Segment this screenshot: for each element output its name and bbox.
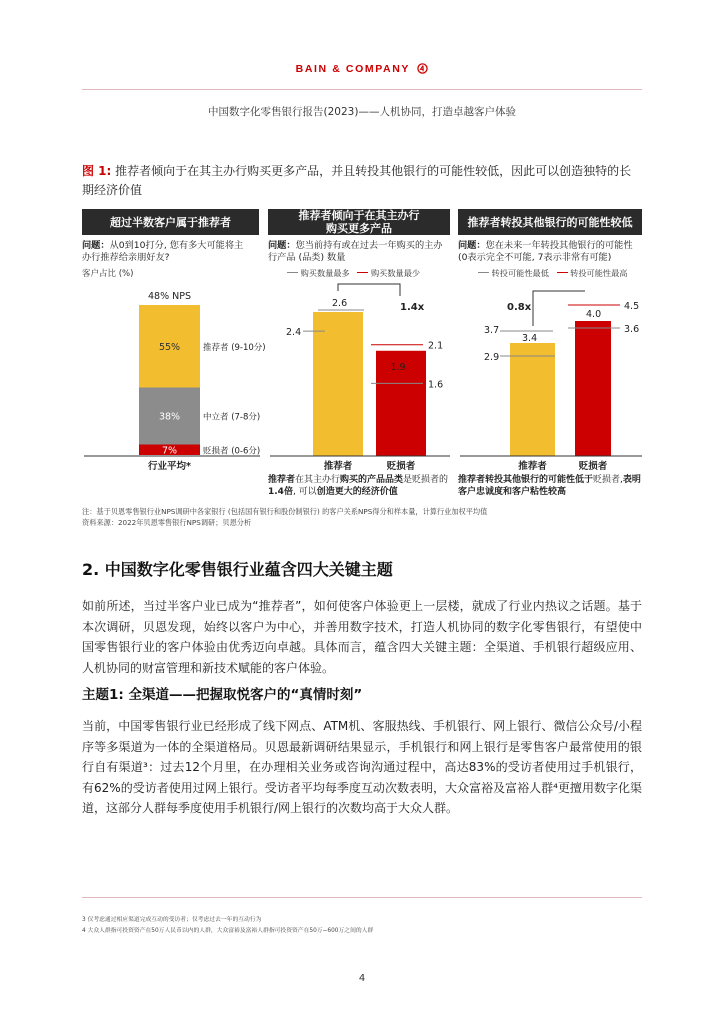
- detractor-max-label: 1.9: [390, 361, 406, 373]
- series-name-1: 中立者 (7-8分): [203, 412, 261, 423]
- bar-1: [575, 321, 611, 456]
- document-title: 中国数字化零售银行报告(2023)——人机协同，打造卓越客户体验: [208, 106, 516, 118]
- promoter-max-label: 2.6: [332, 298, 348, 309]
- panel-2-header: 推荐者倾向于在其主办行购买更多产品: [268, 209, 450, 235]
- bar-0: [510, 343, 555, 456]
- ratio-connector: [533, 291, 585, 326]
- section-paragraph-2: 当前，中国零售银行业已经形成了线下网点、ATM机、客服热线、手机银行、网上银行、微信公众号/小程序等多渠道为一体的全渠道格局。贝恩最新调研结果显示，手机银行和网上银行是零售客户最常使用的银行自有渠道³：过去12个月里，在办理相关业务或咨询沟通过程中，高达83%的受访者使用过手机银行，有62%的受访者使用过网上银行。受访者平均每季度互动次数表明，大众富裕及富裕人群⁴更擅用数字化渠道，这部分人群每季度使用手机银行/网上银行的次数均高于大众人群。: [82, 719, 642, 815]
- panel-2-question: 问题：您当前持有或在过去一年购买的主办行产品 (品类) 数量: [268, 240, 443, 263]
- legend-min-label: 购买数量最少: [370, 268, 421, 278]
- detractor-a-label: 4.0: [586, 309, 602, 320]
- segment-label-1: 38%: [158, 411, 181, 423]
- section-title: 2. 中国数字化零售银行业蕴含四大关键主题: [82, 560, 393, 579]
- legend-high-label: 转投可能性最高: [570, 268, 628, 278]
- category-label-1: 贬损者: [386, 461, 416, 472]
- figure-note-text: 注：基于贝恩零售银行业NPS调研中各家银行 (包括国有银行和股份制银行) 的客户关系NPS得分和样本量，计算行业加权平均值: [82, 507, 488, 516]
- brand-name: BAIN & COMPANY: [295, 63, 410, 75]
- detractor-b-label: 4.5: [624, 301, 640, 312]
- panel-1-question: 问题：从0到10打分, 您有多大可能将主办行推荐给亲朋好友?: [82, 240, 244, 263]
- detractor-bar-label: 1.6: [428, 379, 444, 391]
- footnote-4: 4 大众人群指可投资资产在50万人民币以内的人群，大众富裕及富裕人群指可投资资产在50万−600万之间的人群: [82, 928, 374, 934]
- footnote-3: 3 仅考虑通过相应渠道完成互动的受访者；仅考虑过去一年的互动行为: [82, 917, 262, 923]
- panel-3-question: 问题：您在未来一年转投其他银行的可能性 (0表示完全不可能, 7表示非常有可能): [458, 240, 633, 263]
- legend-max-label: 购买数量最多: [300, 268, 350, 278]
- panel-3-caption: 推荐者转投其他银行的可能性低于贬损者,表明客户忠诚度和客户粘性较高: [458, 475, 641, 497]
- panel-2-caption: 推荐者在其主办行购买的产品品类是贬损者的1.4倍, 可以创造更大的经济价值: [268, 475, 449, 497]
- ratio-label: 0.8x: [507, 302, 532, 313]
- category-label-0: 推荐者: [518, 461, 547, 472]
- ratio-label: 1.4x: [400, 302, 425, 313]
- series-name-2: 贬损者 (0-6分): [203, 446, 261, 457]
- detractor-min-label: 2.1: [428, 340, 444, 352]
- ratio-connector: [338, 284, 400, 296]
- panel-3-header: 推荐者转投其他银行的可能性较低: [458, 209, 642, 235]
- figure-number: 图 1:: [82, 164, 112, 178]
- bar-0: [313, 312, 363, 456]
- category-label-1: 贬损者: [578, 461, 608, 472]
- segment-label-0: 55%: [158, 341, 181, 353]
- promoter-b-label: 3.7: [484, 325, 500, 336]
- panel-1-ylabel: 客户占比 (%): [82, 269, 134, 279]
- nps-label: 48% NPS: [147, 291, 192, 302]
- page-number: 4: [358, 973, 366, 984]
- category-label-0: 行业平均*: [148, 461, 191, 472]
- figure-note: [82, 506, 642, 528]
- figure-source: 资料来源：2022年贝恩零售银行NPS调研；贝恩分析: [82, 518, 252, 527]
- detractor-c-label: 3.6: [624, 324, 640, 335]
- theme-1-title: 主题1: 全渠道——把握取悦客户的“真情时刻”: [82, 687, 363, 703]
- promoter-min-label: 2.4: [286, 327, 302, 339]
- segment-label-2: 7%: [161, 445, 178, 457]
- section-paragraph-1: 如前所述，当过半客户业已成为“推荐者”，如何使客户体验更上一层楼，就成了行业内热议之话题。基于本次调研，贝恩发现，始终以客户为中心，并善用数字技术，打造人机协同的数字化零售银行，有望使中国零售银行业的客户体验由优秀迈向卓越。具体而言，蕴含四大关键主题：全渠道、手机银行超级应用、人机协同的财富管理和新技术赋能的客户体验。: [82, 599, 642, 675]
- legend-low-label: 转投可能性最低: [491, 268, 549, 278]
- figure-title-text: 推荐者倾向于在其主办行购买更多产品，并且转投其他银行的可能性较低，因此可以创造独特的长期经济价值: [82, 164, 632, 197]
- footnote-divider: [82, 897, 642, 898]
- promoter-bar-label: 2.9: [484, 352, 500, 363]
- promoter-a-label: 3.4: [522, 333, 538, 344]
- category-label-0: 推荐者: [323, 461, 353, 472]
- series-name-0: 推荐者 (9-10分): [203, 342, 266, 353]
- panel-1-header: 超过半数客户属于推荐者: [82, 209, 259, 235]
